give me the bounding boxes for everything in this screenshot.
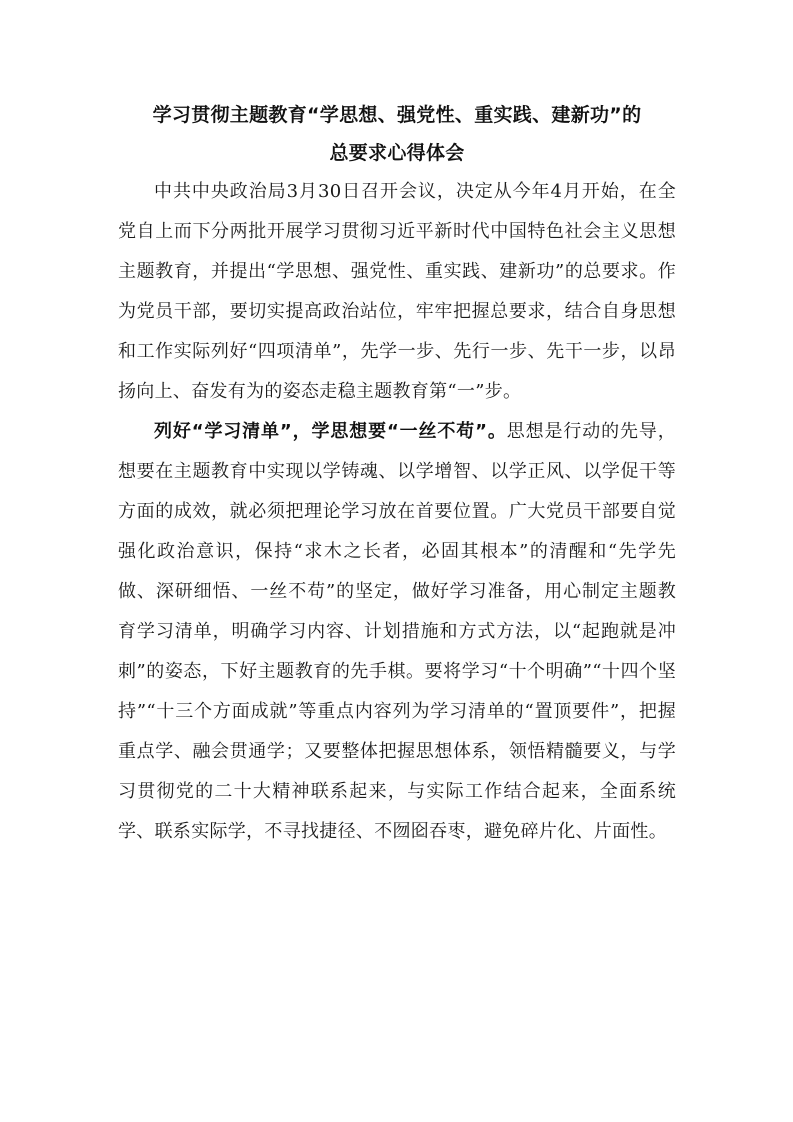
paragraph-text: 中共中央政治局3月30日召开会议，决定从今年4月开始，在全党自上而下分两批开展学习贯彻习近平新时代中国特色社会主义思想主题教育，并提出“学思想、强党性、重实践、建新功”的总要求。作为党员干部，要切实提高政治站位，牢牢把握总要求，结合自身思想和工作实际列好“四项清单”，先学一步、先行一步、先干一步，以昂扬向上、奋发有为的姿态走稳主题教育第“一”步。 [118,181,676,402]
document-body [118,172,676,852]
paragraph-heading: 列好“学习清单”，学思想要“一丝不苟”。 [154,421,507,442]
document-title [118,96,676,172]
title-line-1: 学习贯彻主题教育“学思想、强党性、重实践、建新功”的 [152,104,642,126]
paragraph-intro [118,172,676,412]
paragraph-text: 思想是行动的先导，想要在主题教育中实现以学铸魂、以学增智、以学正风、以学促干等方面的成效，就必须把理论学习放在首要位置。广大党员干部要自觉强化政治意识，保持“求木之长者，必固其根本”的清醒和“先学先做、深研细悟、一丝不苟”的坚定，做好学习准备，用心制定主题教育学习清单，明确学习内容、计划措施和方式方法，以“起跑就是冲刺”的姿态，下好主题教育的先手棋。要将学习“十个明确”“十四个坚持”“十三个方面成就”等重点内容列为学习清单的“置顶要件”，把握重点学、融会贯通学；又要整体把握思想体系，领悟精髓要义，与学习贯彻党的二十大精神联系起来，与实际工作结合起来，全面系统学、联系实际学，不寻找捷径、不囫囵吞枣，避免碎片化、片面性。 [118,421,676,842]
paragraph-study-list [118,412,676,852]
document-page [118,96,676,852]
title-line-2: 总要求心得体会 [329,142,465,164]
